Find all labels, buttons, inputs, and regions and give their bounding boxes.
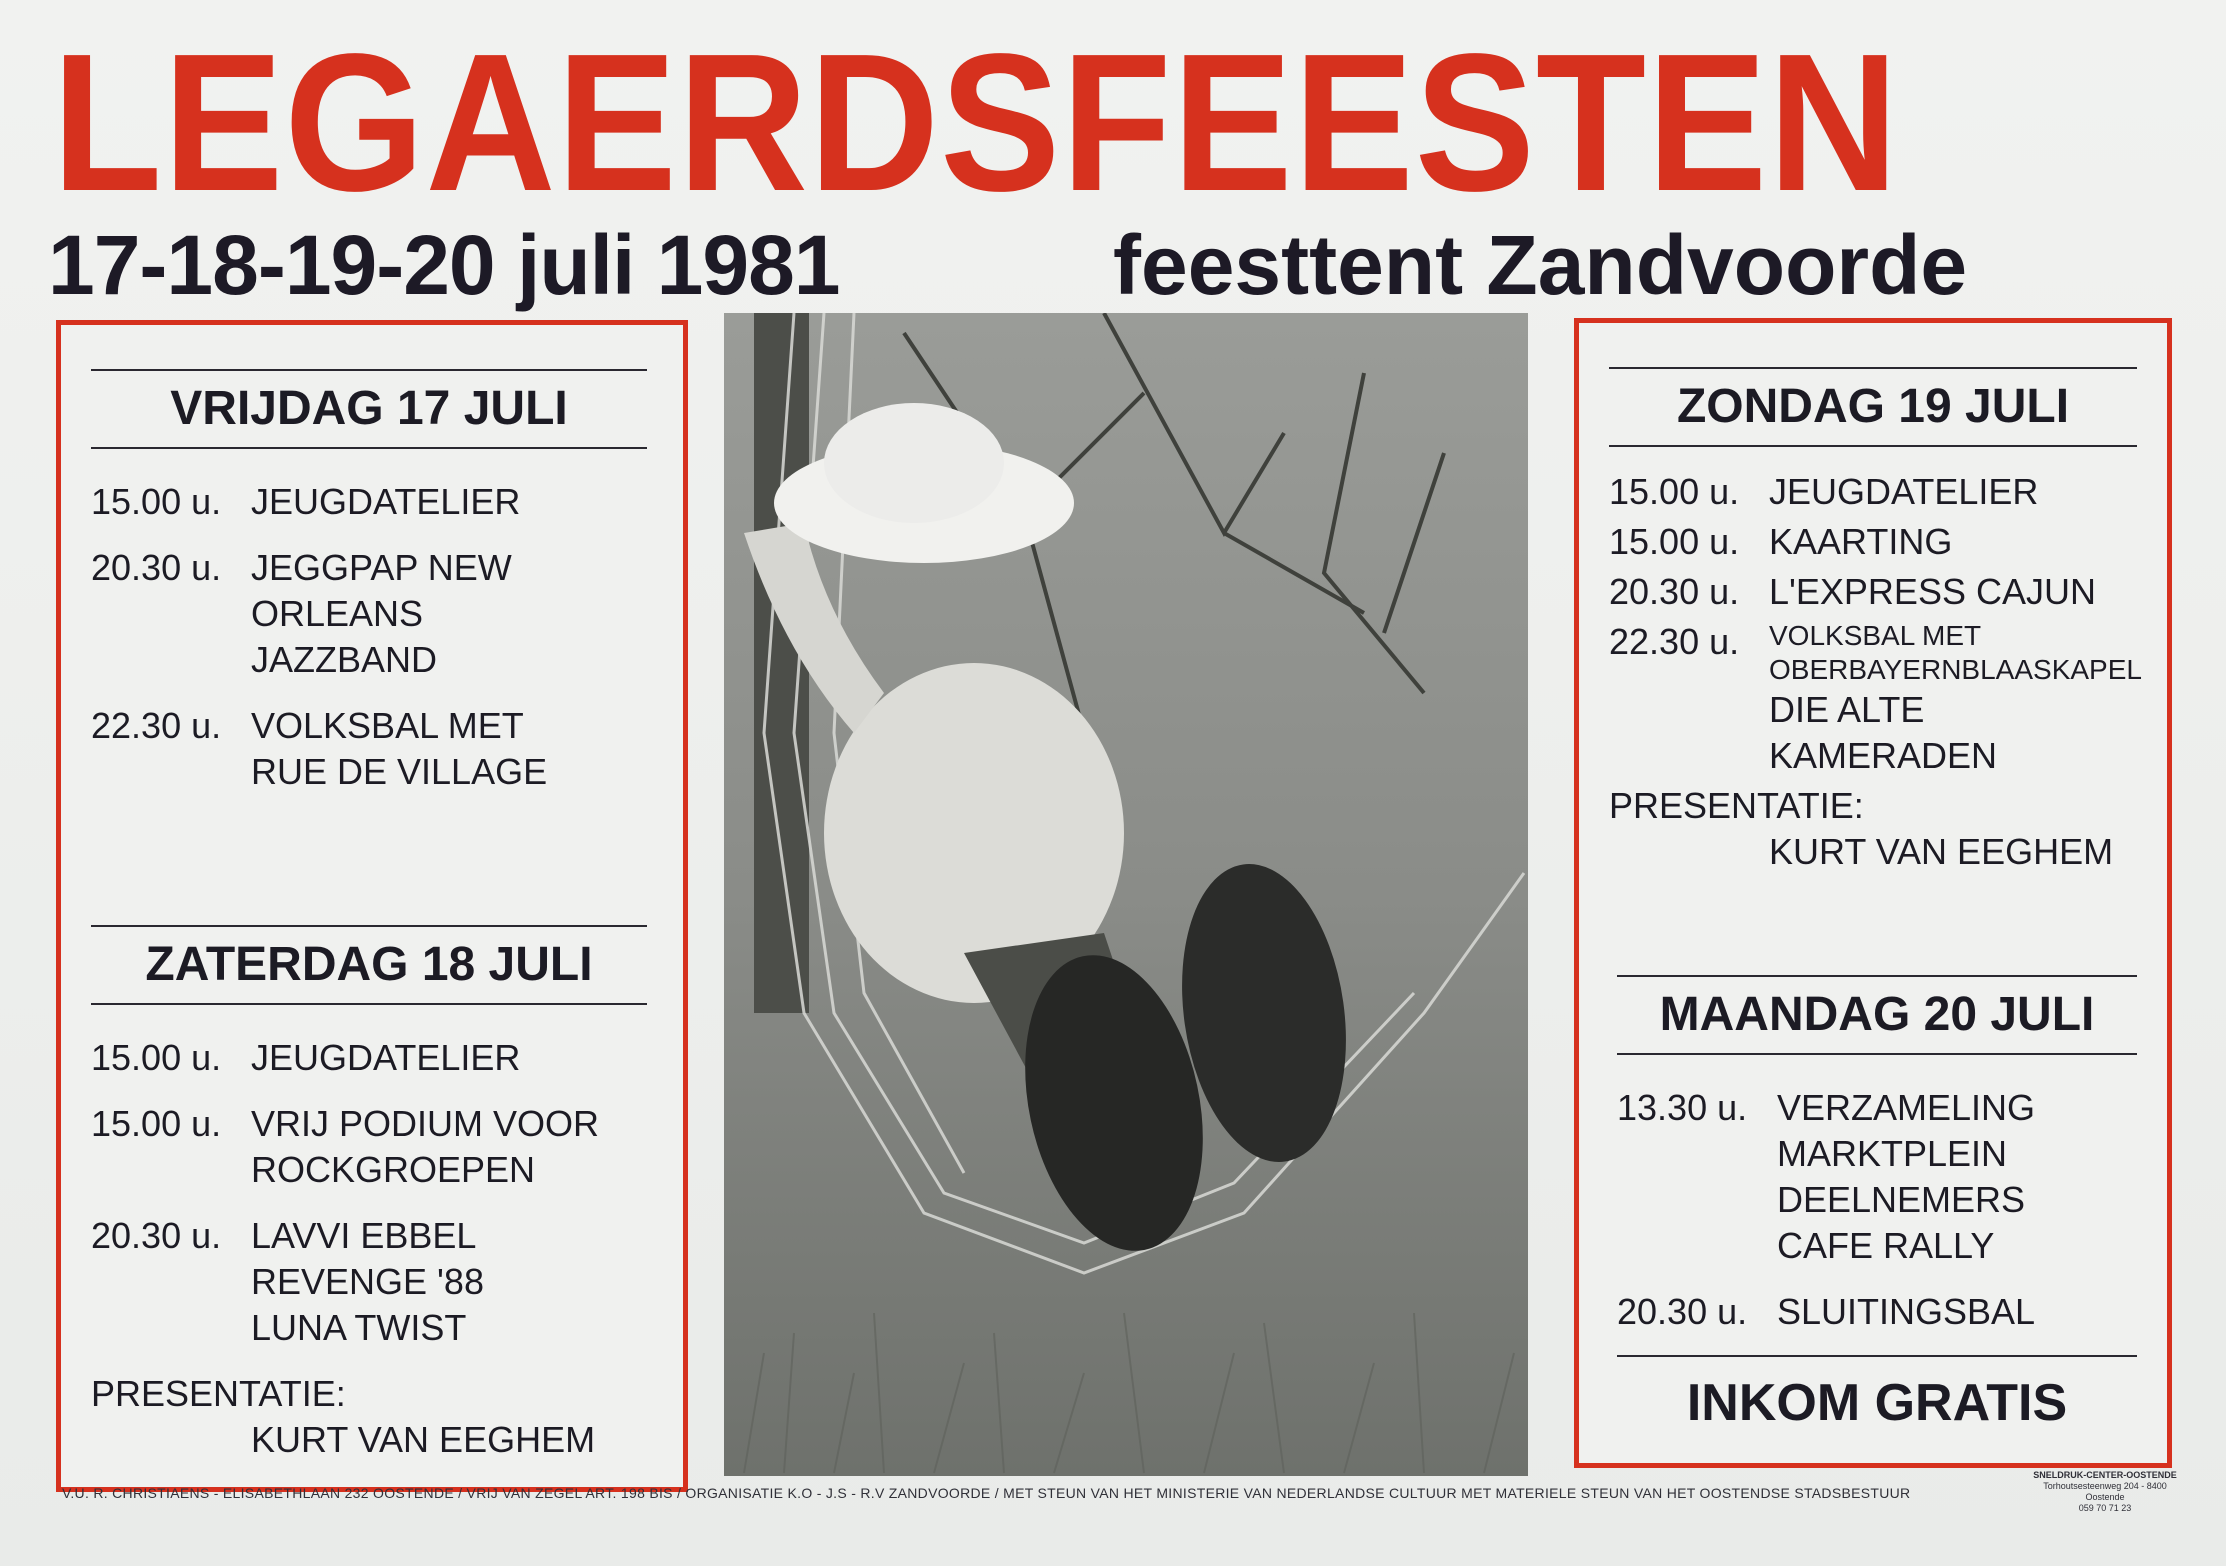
- event-item: [91, 1035, 647, 1081]
- poster-title: LEGAERDSFEESTEN: [52, 13, 1900, 232]
- event-item: [1609, 619, 2142, 779]
- hammock-photo: [724, 313, 1528, 1476]
- photo-illustration: [724, 313, 1528, 1476]
- event-name: SLUITINGSBAL: [1777, 1291, 2036, 1332]
- event-list: [1617, 1085, 2137, 1335]
- event-time: 22.30 u.: [1609, 621, 1740, 662]
- event-time: 13.30 u.: [1617, 1087, 1748, 1128]
- event-name: VRIJ PODIUM VOOR ROCKGROEPEN: [251, 1103, 600, 1190]
- day-heading: ZATERDAG 18 JULI: [91, 925, 647, 1005]
- event-item: [1609, 569, 2137, 615]
- event-time: 15.00 u.: [91, 1037, 222, 1078]
- presentation-name: KURT VAN EEGHEM: [1769, 831, 2114, 872]
- event-name: VOLKSBAL MET OBERBAYERNBLAASKAPEL: [1769, 620, 2142, 685]
- day-heading: ZONDAG 19 JULI: [1609, 367, 2137, 447]
- event-time: 15.00 u.: [91, 1103, 222, 1144]
- event-item: [1617, 1289, 2137, 1335]
- event-time: 20.30 u.: [91, 547, 222, 588]
- day-saturday: [91, 925, 647, 1463]
- event-item: [91, 545, 647, 683]
- event-list: [91, 1035, 647, 1463]
- footer-credits: V.U. R. CHRISTIAENS - ELISABETHLAAN 232 OOSTENDE / VRIJ VAN ZEGEL ART. 198 BIS / ORGANISATIE K.O - J.S - R.V ZANDVOORDE / MET STEUN VAN HET MINISTERIE VAN NEDERLANDSE CULTUUR MET MATERIELE STEUN VAN HET OOSTENDSE STADSBESTUUR: [62, 1485, 1911, 1501]
- festival-venue: feesttent Zandvoorde: [1113, 218, 1968, 312]
- event-list: [1609, 469, 2142, 875]
- event-time: 20.30 u.: [1617, 1291, 1748, 1332]
- event-item: [1617, 1085, 2137, 1269]
- day-sunday: [1609, 367, 2142, 875]
- left-program-panel: [56, 320, 688, 1492]
- event-name: JEUGDATELIER: [1769, 471, 2039, 512]
- presentation-name: KURT VAN EEGHEM: [251, 1419, 596, 1460]
- printer-address: Torhoutsesteenweg 204 - 8400 Oostende: [2043, 1481, 2167, 1502]
- event-name: VERZAMELING MARKTPLEIN DEELNEMERS CAFE RALLY: [1777, 1087, 2036, 1266]
- event-item: [1609, 519, 2137, 565]
- right-program-panel: [1574, 318, 2172, 1468]
- presentation: [91, 1371, 647, 1463]
- event-name: JEGGPAP NEW ORLEANS JAZZBAND: [251, 547, 512, 680]
- event-time: 20.30 u.: [91, 1215, 222, 1256]
- festival-dates: 17-18-19-20 juli 1981: [48, 218, 840, 312]
- presentation-label: PRESENTATIE:: [91, 1373, 346, 1414]
- event-name: LAVVI EBBEL REVENGE '88 LUNA TWIST: [251, 1215, 484, 1348]
- event-item: [1609, 469, 2137, 515]
- printer-name: SNELDRUK-CENTER-OOSTENDE: [2033, 1470, 2177, 1480]
- day-monday: [1617, 975, 2137, 1355]
- event-name: JEUGDATELIER: [251, 481, 521, 522]
- day-friday: [91, 369, 647, 815]
- event-item: [91, 1213, 647, 1351]
- event-name-continued: DIE ALTE KAMERADEN: [1769, 689, 1998, 776]
- event-name: KAARTING: [1769, 521, 1953, 562]
- event-time: 15.00 u.: [1609, 471, 1740, 512]
- printer-phone: 059 70 71 23: [2078, 1503, 2132, 1513]
- presentation-label: PRESENTATIE:: [1609, 785, 1864, 826]
- event-name: VOLKSBAL MET RUE DE VILLAGE: [251, 705, 548, 792]
- event-name: L'EXPRESS CAJUN: [1769, 571, 2096, 612]
- day-heading: MAANDAG 20 JULI: [1617, 975, 2137, 1055]
- event-item: [91, 1101, 647, 1193]
- event-time: 22.30 u.: [91, 705, 222, 746]
- event-time: 15.00 u.: [91, 481, 222, 522]
- event-item: [91, 479, 647, 525]
- printer-imprint: [2030, 1470, 2180, 1514]
- poster-subtitle: [48, 215, 1968, 315]
- event-item: [91, 703, 647, 795]
- event-time: 15.00 u.: [1609, 521, 1740, 562]
- event-list: [91, 479, 647, 795]
- day-heading: VRIJDAG 17 JULI: [91, 369, 647, 449]
- presentation: [1609, 783, 2137, 875]
- event-time: 20.30 u.: [1609, 571, 1740, 612]
- event-name: JEUGDATELIER: [251, 1037, 521, 1078]
- admission-free: INKOM GRATIS: [1617, 1355, 2137, 1449]
